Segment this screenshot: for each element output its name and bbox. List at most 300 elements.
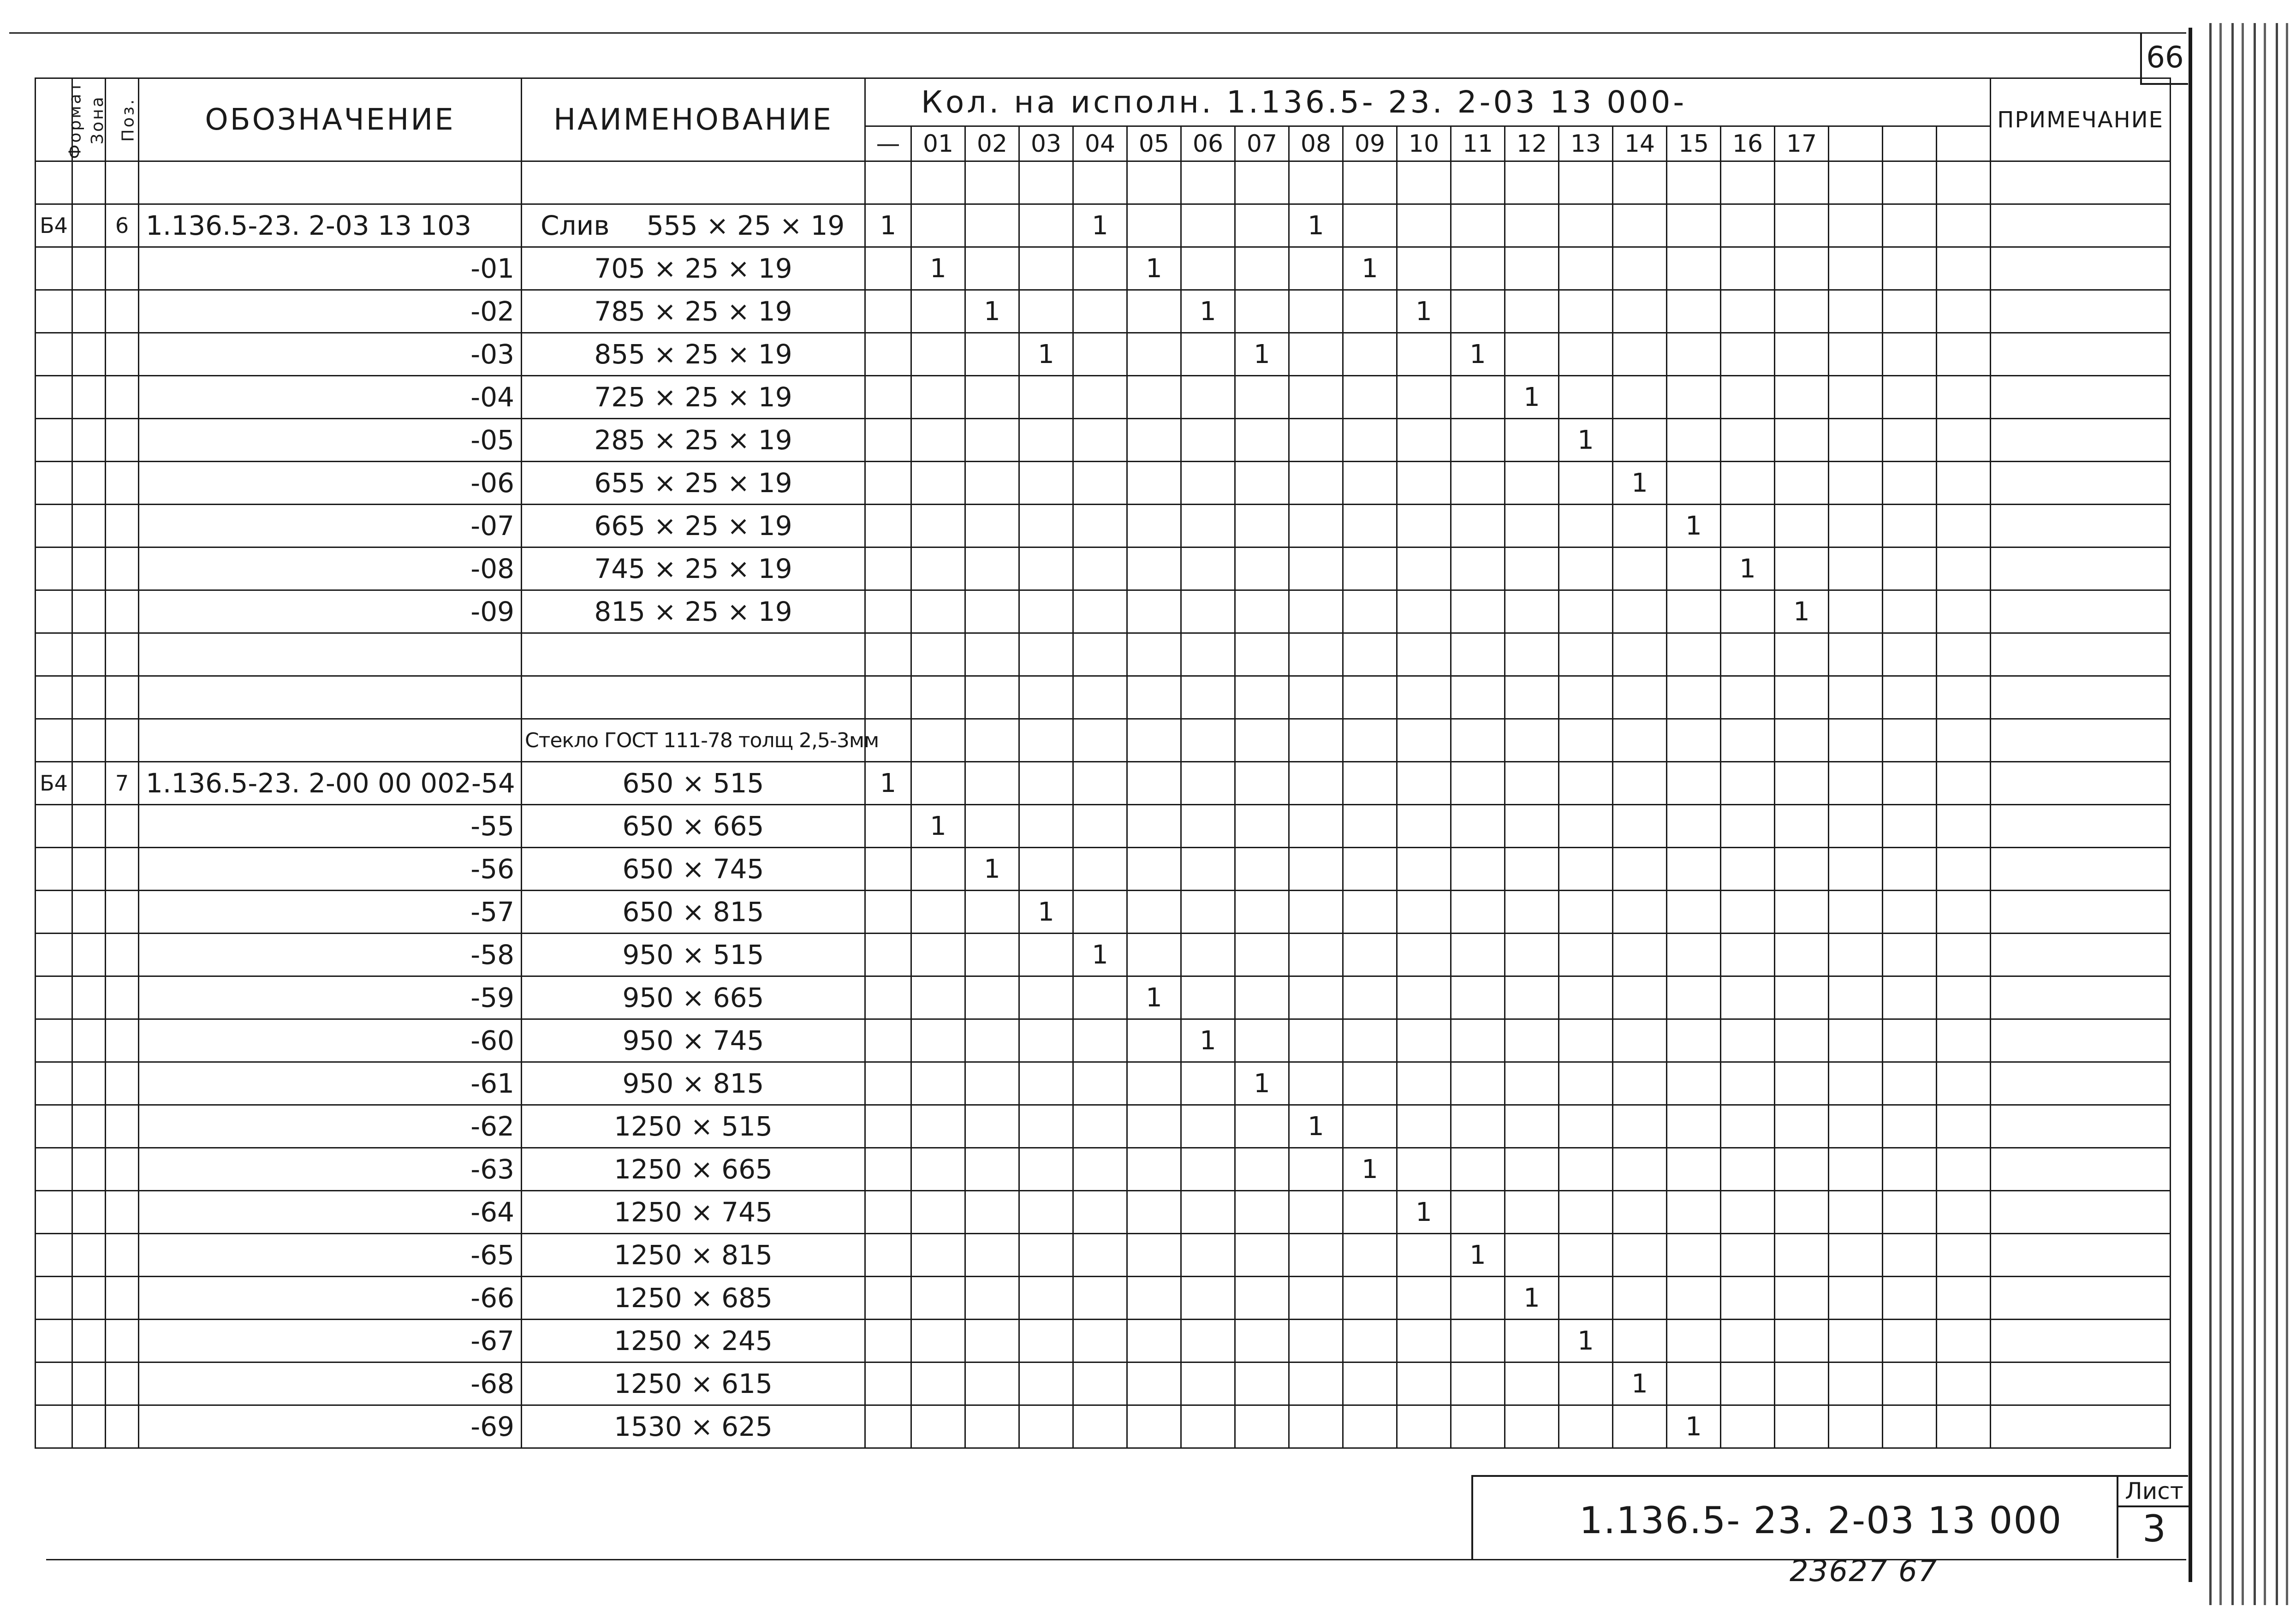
qty-cell bbox=[1289, 590, 1343, 633]
empty-cell bbox=[106, 633, 139, 676]
qty-cell bbox=[1829, 462, 1883, 505]
pos-cell bbox=[106, 1234, 139, 1277]
qty-cell bbox=[1235, 1234, 1289, 1277]
qty-cell bbox=[1127, 1105, 1181, 1148]
empty-cell bbox=[1991, 676, 2171, 719]
qty-cell bbox=[1397, 462, 1451, 505]
qty-cell bbox=[1397, 1019, 1451, 1062]
zone-cell bbox=[72, 805, 106, 848]
zone-cell bbox=[72, 419, 106, 462]
zone-cell bbox=[72, 247, 106, 290]
empty-cell bbox=[1667, 676, 1721, 719]
qty-cell bbox=[1883, 419, 1937, 462]
designation-cell: -58 bbox=[139, 934, 522, 976]
qty-cell bbox=[1451, 805, 1505, 848]
qty-cell bbox=[1667, 1234, 1721, 1277]
qty-cell bbox=[1559, 762, 1613, 805]
note-cell bbox=[1991, 1277, 2171, 1320]
qty-cell bbox=[1343, 204, 1397, 247]
qty-cell bbox=[1883, 333, 1937, 376]
zone-cell bbox=[72, 1277, 106, 1320]
qty-cell: 1 bbox=[1181, 290, 1235, 333]
variant-col-header: 14 bbox=[1613, 126, 1667, 161]
qty-cell bbox=[1019, 247, 1073, 290]
designation-cell: 1.136.5-23. 2-03 13 103 bbox=[139, 204, 522, 247]
qty-cell bbox=[1127, 891, 1181, 934]
qty-cell bbox=[1559, 1277, 1613, 1320]
qty-cell bbox=[1073, 1019, 1127, 1062]
format-cell bbox=[36, 1105, 72, 1148]
qty-cell bbox=[1937, 1277, 1991, 1320]
qty-cell bbox=[1019, 1019, 1073, 1062]
qty-cell bbox=[1235, 590, 1289, 633]
qty-cell bbox=[1505, 1234, 1559, 1277]
qty-cell bbox=[1397, 934, 1451, 976]
qty-cell bbox=[1181, 247, 1235, 290]
format-cell bbox=[36, 1062, 72, 1105]
qty-cell bbox=[865, 376, 911, 419]
qty-cell bbox=[1343, 934, 1397, 976]
format-cell bbox=[36, 976, 72, 1019]
qty-cell bbox=[865, 1234, 911, 1277]
qty-cell: 1 bbox=[1397, 290, 1451, 333]
qty-cell bbox=[1019, 462, 1073, 505]
qty-cell bbox=[965, 547, 1019, 590]
name-cell bbox=[522, 1277, 865, 1320]
qty-cell bbox=[1289, 805, 1343, 848]
qty-cell bbox=[1667, 1062, 1721, 1105]
qty-cell bbox=[1775, 1234, 1829, 1277]
qty-cell bbox=[1019, 419, 1073, 462]
qty-cell bbox=[1397, 1105, 1451, 1148]
qty-cell bbox=[1073, 976, 1127, 1019]
qty-cell bbox=[1127, 1191, 1181, 1234]
empty-cell bbox=[865, 676, 911, 719]
qty-cell bbox=[1613, 1148, 1667, 1191]
qty-cell: 1 bbox=[1559, 419, 1613, 462]
empty-cell bbox=[1559, 633, 1613, 676]
qty-cell bbox=[1235, 204, 1289, 247]
qty-cell bbox=[1829, 590, 1883, 633]
designation-cell: -07 bbox=[139, 505, 522, 547]
qty-cell bbox=[1235, 505, 1289, 547]
qty-cell bbox=[1073, 1320, 1127, 1362]
qty-cell bbox=[1235, 1191, 1289, 1234]
qty-cell bbox=[1883, 1105, 1937, 1148]
qty-cell bbox=[1127, 1320, 1181, 1362]
qty-cell bbox=[1289, 934, 1343, 976]
empty-cell bbox=[1937, 633, 1991, 676]
qty-cell bbox=[1937, 1019, 1991, 1062]
qty-cell bbox=[965, 1405, 1019, 1448]
qty-cell bbox=[1451, 547, 1505, 590]
pos-cell bbox=[106, 547, 139, 590]
empty-cell bbox=[1937, 719, 1991, 762]
name-cell bbox=[522, 1062, 865, 1105]
qty-cell bbox=[1451, 976, 1505, 1019]
variant-col-header: 11 bbox=[1451, 126, 1505, 161]
qty-cell bbox=[1019, 1191, 1073, 1234]
empty-cell bbox=[36, 161, 72, 204]
qty-cell bbox=[1397, 1362, 1451, 1405]
qty-cell: 1 bbox=[1505, 376, 1559, 419]
qty-cell bbox=[1073, 419, 1127, 462]
qty-cell bbox=[1343, 976, 1397, 1019]
table-row bbox=[36, 376, 2171, 419]
qty-cell bbox=[1667, 1105, 1721, 1148]
qty-cell bbox=[1181, 1105, 1235, 1148]
qty-cell bbox=[911, 934, 965, 976]
qty-cell bbox=[1235, 976, 1289, 1019]
qty-cell bbox=[1721, 1105, 1775, 1148]
qty-cell bbox=[1289, 505, 1343, 547]
qty-cell bbox=[1613, 1105, 1667, 1148]
qty-cell bbox=[1667, 891, 1721, 934]
designation-cell: -68 bbox=[139, 1362, 522, 1405]
header-designation: ОБОЗНАЧЕНИЕ bbox=[139, 78, 522, 161]
qty-cell bbox=[911, 1191, 965, 1234]
note-cell bbox=[1991, 1234, 2171, 1277]
empty-cell bbox=[1829, 161, 1883, 204]
empty-cell bbox=[1505, 161, 1559, 204]
name-cell bbox=[522, 547, 865, 590]
qty-cell bbox=[1775, 1062, 1829, 1105]
qty-cell bbox=[911, 891, 965, 934]
qty-cell bbox=[965, 1234, 1019, 1277]
designation-cell: -59 bbox=[139, 976, 522, 1019]
designation-cell: 1.136.5-23. 2-00 00 002-54 bbox=[139, 762, 522, 805]
qty-cell bbox=[865, 891, 911, 934]
empty-cell bbox=[1343, 719, 1397, 762]
note-cell bbox=[1991, 762, 2171, 805]
qty-cell bbox=[1883, 376, 1937, 419]
qty-cell bbox=[1019, 204, 1073, 247]
empty-cell bbox=[36, 676, 72, 719]
qty-cell: 1 bbox=[1613, 1362, 1667, 1405]
name-size: 665 × 25 × 19 bbox=[594, 510, 792, 541]
qty-cell bbox=[1073, 1362, 1127, 1405]
qty-cell bbox=[1559, 1234, 1613, 1277]
name-cell bbox=[522, 976, 865, 1019]
qty-cell bbox=[965, 805, 1019, 848]
designation-cell: -03 bbox=[139, 333, 522, 376]
qty-cell bbox=[1721, 462, 1775, 505]
qty-cell bbox=[1127, 333, 1181, 376]
qty-cell bbox=[1937, 934, 1991, 976]
note-cell bbox=[1991, 376, 2171, 419]
qty-cell bbox=[1667, 976, 1721, 1019]
name-cell bbox=[522, 462, 865, 505]
qty-cell bbox=[1937, 1148, 1991, 1191]
name-cell bbox=[522, 505, 865, 547]
name-size: 950 × 515 bbox=[622, 939, 764, 970]
empty-cell bbox=[1073, 633, 1127, 676]
qty-cell bbox=[1181, 1405, 1235, 1448]
format-cell: Б4 bbox=[36, 762, 72, 805]
format-cell bbox=[36, 1019, 72, 1062]
qty-cell bbox=[1829, 1362, 1883, 1405]
qty-cell bbox=[1235, 1320, 1289, 1362]
qty-cell: 1 bbox=[1343, 1148, 1397, 1191]
variant-col-header: 10 bbox=[1397, 126, 1451, 161]
name-size: 1250 × 245 bbox=[614, 1325, 773, 1356]
qty-cell: 1 bbox=[1019, 891, 1073, 934]
qty-cell bbox=[1721, 505, 1775, 547]
pos-cell bbox=[106, 462, 139, 505]
variant-col-header: 01 bbox=[911, 126, 965, 161]
name-size: 725 × 25 × 19 bbox=[594, 381, 792, 413]
qty-cell bbox=[1667, 1191, 1721, 1234]
empty-cell bbox=[72, 719, 106, 762]
empty-cell bbox=[1181, 719, 1235, 762]
qty-cell bbox=[1775, 1405, 1829, 1448]
name-size: 950 × 815 bbox=[622, 1068, 764, 1099]
qty-cell bbox=[1883, 1148, 1937, 1191]
qty-cell bbox=[1289, 1062, 1343, 1105]
empty-cell bbox=[1991, 161, 2171, 204]
qty-cell bbox=[1559, 1191, 1613, 1234]
qty-cell bbox=[1721, 976, 1775, 1019]
note-cell bbox=[1991, 547, 2171, 590]
qty-cell bbox=[1613, 290, 1667, 333]
zone-cell bbox=[72, 1405, 106, 1448]
name-size: 1250 × 815 bbox=[614, 1239, 773, 1271]
qty-cell bbox=[1343, 805, 1397, 848]
qty-cell bbox=[1775, 762, 1829, 805]
qty-cell: 1 bbox=[1721, 547, 1775, 590]
qty-cell bbox=[965, 934, 1019, 976]
qty-cell bbox=[1127, 848, 1181, 891]
qty-cell bbox=[1235, 1105, 1289, 1148]
qty-cell bbox=[1181, 547, 1235, 590]
qty-cell bbox=[1451, 762, 1505, 805]
empty-cell bbox=[1613, 676, 1667, 719]
qty-cell bbox=[1127, 547, 1181, 590]
variant-col-header: 13 bbox=[1559, 126, 1613, 161]
empty-cell bbox=[1397, 676, 1451, 719]
empty-cell bbox=[1613, 719, 1667, 762]
designation-cell: -62 bbox=[139, 1105, 522, 1148]
qty-cell bbox=[1721, 1234, 1775, 1277]
qty-cell bbox=[1343, 1105, 1397, 1148]
empty-cell bbox=[1343, 676, 1397, 719]
qty-cell bbox=[1073, 333, 1127, 376]
qty-cell bbox=[865, 1019, 911, 1062]
qty-cell bbox=[1451, 247, 1505, 290]
qty-cell bbox=[911, 204, 965, 247]
name-cell bbox=[522, 1362, 865, 1405]
name-cell bbox=[522, 204, 865, 247]
qty-cell bbox=[1613, 376, 1667, 419]
qty-cell bbox=[1343, 1062, 1397, 1105]
qty-cell bbox=[1667, 419, 1721, 462]
qty-cell bbox=[1073, 1277, 1127, 1320]
qty-cell bbox=[1559, 1062, 1613, 1105]
name-size: 650 × 515 bbox=[622, 767, 764, 799]
qty-cell bbox=[1073, 1062, 1127, 1105]
qty-cell bbox=[1775, 805, 1829, 848]
qty-cell bbox=[1073, 247, 1127, 290]
name-size: 785 × 25 × 19 bbox=[594, 296, 792, 327]
qty-cell bbox=[1505, 1019, 1559, 1062]
qty-cell bbox=[1883, 934, 1937, 976]
qty-cell bbox=[911, 976, 965, 1019]
qty-cell bbox=[965, 247, 1019, 290]
empty-cell bbox=[1289, 676, 1343, 719]
qty-cell: 1 bbox=[1397, 1191, 1451, 1234]
designation-cell: -01 bbox=[139, 247, 522, 290]
zone-cell bbox=[72, 1105, 106, 1148]
table-row bbox=[36, 934, 2171, 976]
zone-cell bbox=[72, 204, 106, 247]
qty-cell bbox=[1829, 547, 1883, 590]
qty-cell: 1 bbox=[1289, 1105, 1343, 1148]
qty-cell bbox=[1127, 204, 1181, 247]
name-cell bbox=[522, 290, 865, 333]
variant-col-header: 05 bbox=[1127, 126, 1181, 161]
qty-cell bbox=[911, 1320, 965, 1362]
zone-cell bbox=[72, 462, 106, 505]
qty-cell bbox=[1127, 376, 1181, 419]
qty-cell bbox=[1451, 505, 1505, 547]
name-cell bbox=[522, 376, 865, 419]
qty-cell bbox=[1829, 934, 1883, 976]
qty-cell bbox=[1667, 934, 1721, 976]
zone-cell bbox=[72, 934, 106, 976]
qty-cell bbox=[1181, 376, 1235, 419]
empty-cell bbox=[1775, 161, 1829, 204]
qty-cell bbox=[965, 1277, 1019, 1320]
qty-cell bbox=[1073, 1191, 1127, 1234]
qty-cell bbox=[1613, 805, 1667, 848]
qty-cell bbox=[865, 1320, 911, 1362]
qty-cell bbox=[1721, 891, 1775, 934]
qty-cell bbox=[1721, 1062, 1775, 1105]
qty-cell bbox=[1775, 462, 1829, 505]
qty-cell bbox=[1019, 1062, 1073, 1105]
name-size: 285 × 25 × 19 bbox=[594, 424, 792, 456]
qty-cell: 1 bbox=[1613, 462, 1667, 505]
qty-cell bbox=[1721, 333, 1775, 376]
qty-cell: 1 bbox=[1451, 333, 1505, 376]
qty-cell bbox=[1073, 590, 1127, 633]
format-cell bbox=[36, 1234, 72, 1277]
qty-cell bbox=[1343, 290, 1397, 333]
empty-cell bbox=[1883, 719, 1937, 762]
qty-cell bbox=[1775, 547, 1829, 590]
qty-cell bbox=[1667, 1019, 1721, 1062]
qty-cell bbox=[1613, 419, 1667, 462]
note-cell bbox=[1991, 1148, 2171, 1191]
qty-cell bbox=[1613, 247, 1667, 290]
qty-cell bbox=[965, 1062, 1019, 1105]
name-cell bbox=[522, 1405, 865, 1448]
pos-cell bbox=[106, 290, 139, 333]
qty-cell bbox=[1829, 1019, 1883, 1062]
note-cell bbox=[1991, 290, 2171, 333]
empty-cell bbox=[72, 633, 106, 676]
qty-cell bbox=[1451, 1320, 1505, 1362]
qty-cell bbox=[911, 1105, 965, 1148]
empty-cell bbox=[139, 719, 522, 762]
empty-cell bbox=[1721, 633, 1775, 676]
qty-cell bbox=[1829, 1148, 1883, 1191]
qty-cell bbox=[911, 547, 965, 590]
name-cell bbox=[522, 1019, 865, 1062]
qty-cell bbox=[1343, 1234, 1397, 1277]
qty-cell bbox=[1343, 1320, 1397, 1362]
qty-cell bbox=[1937, 204, 1991, 247]
qty-cell bbox=[1883, 1320, 1937, 1362]
qty-cell bbox=[965, 1362, 1019, 1405]
qty-cell bbox=[1883, 247, 1937, 290]
qty-cell bbox=[1721, 934, 1775, 976]
sheet-number: 3 bbox=[2142, 1507, 2166, 1550]
qty-cell bbox=[1775, 1191, 1829, 1234]
empty-cell bbox=[106, 161, 139, 204]
designation-cell: -61 bbox=[139, 1062, 522, 1105]
zone-cell bbox=[72, 1234, 106, 1277]
qty-cell bbox=[1883, 976, 1937, 1019]
qty-cell bbox=[1721, 1019, 1775, 1062]
qty-cell bbox=[1667, 590, 1721, 633]
qty-cell bbox=[1451, 1062, 1505, 1105]
qty-cell bbox=[1829, 805, 1883, 848]
qty-cell bbox=[1505, 505, 1559, 547]
header-name: НАИМЕНОВАНИЕ bbox=[522, 78, 865, 161]
qty-cell: 1 bbox=[1073, 204, 1127, 247]
variant-col-header: — bbox=[865, 126, 911, 161]
qty-cell bbox=[1505, 290, 1559, 333]
note-cell bbox=[1991, 934, 2171, 976]
inventory-number: 23627 67 bbox=[1790, 1554, 1938, 1588]
qty-cell bbox=[1829, 333, 1883, 376]
qty-cell bbox=[865, 1362, 911, 1405]
qty-cell bbox=[1667, 247, 1721, 290]
qty-cell bbox=[1559, 1105, 1613, 1148]
empty-cell bbox=[1451, 633, 1505, 676]
qty-cell bbox=[1019, 547, 1073, 590]
designation-cell: -63 bbox=[139, 1148, 522, 1191]
format-cell bbox=[36, 376, 72, 419]
qty-cell bbox=[1019, 976, 1073, 1019]
qty-cell bbox=[1559, 1148, 1613, 1191]
qty-cell bbox=[911, 1362, 965, 1405]
empty-cell bbox=[1127, 633, 1181, 676]
qty-cell bbox=[965, 1191, 1019, 1234]
empty-cell bbox=[1937, 161, 1991, 204]
variant-col-header bbox=[1937, 126, 1991, 161]
qty-cell bbox=[1289, 333, 1343, 376]
qty-cell bbox=[865, 290, 911, 333]
header-pos: Поз. bbox=[106, 78, 139, 161]
qty-cell bbox=[1937, 891, 1991, 934]
qty-cell bbox=[911, 376, 965, 419]
qty-cell bbox=[1559, 505, 1613, 547]
qty-cell bbox=[1559, 462, 1613, 505]
qty-cell bbox=[1613, 547, 1667, 590]
sheet-cell bbox=[2117, 1477, 2190, 1558]
zone-cell bbox=[72, 976, 106, 1019]
name-cell bbox=[522, 934, 865, 976]
qty-cell bbox=[1559, 934, 1613, 976]
qty-cell bbox=[1613, 891, 1667, 934]
qty-cell bbox=[1181, 333, 1235, 376]
qty-cell bbox=[1775, 1019, 1829, 1062]
qty-cell bbox=[965, 1320, 1019, 1362]
header-note: ПРИМЕЧАНИЕ bbox=[1991, 78, 2171, 161]
qty-cell bbox=[1505, 1191, 1559, 1234]
